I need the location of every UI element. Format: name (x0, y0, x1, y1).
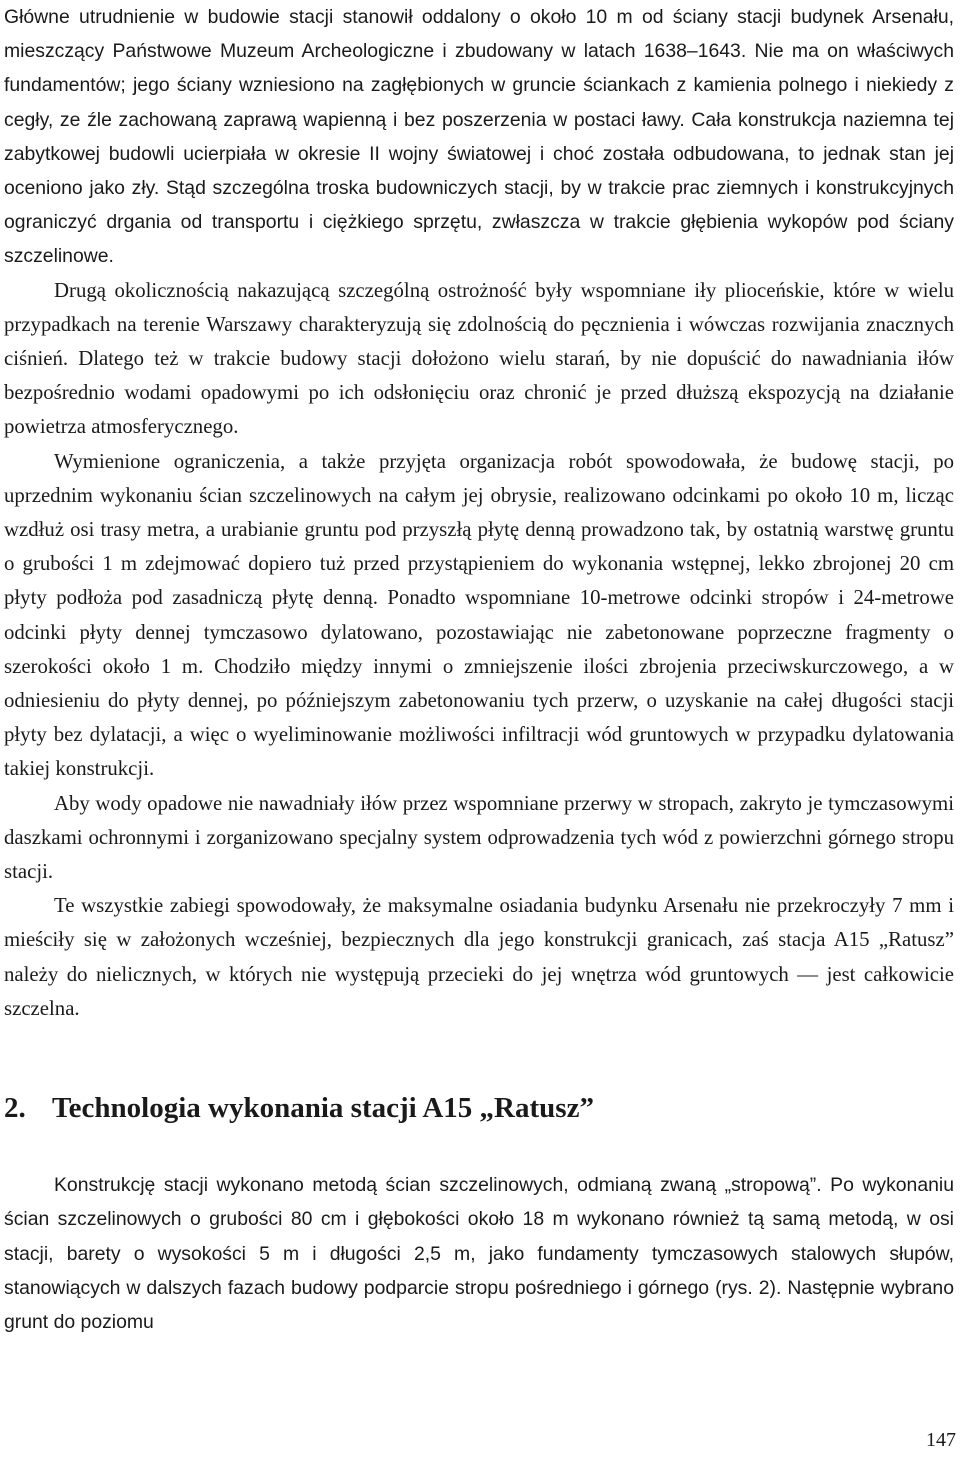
body-text-after-heading (4, 1168, 954, 1339)
section-title: Technologia wykonania stacji A15 „Ratusz” (52, 1092, 594, 1125)
paragraph-station-construction: Konstrukcję stacji wykonano metodą ścian szczelinowych, odmianą zwaną „stropową”. Po wykonaniu ścian szczelinowych o grubości 80 cm i głębokości około 18 m wykonano również tą samą metodą, w osi stacji, barety o wysokości 5 m i długości 2,5 m, jako fundamenty tymczasowych stalowych słupów, stanowiących w dalszych fazach budowy podparcie stropu pośredniego i górnego (rys. 2). Następnie wybrano grunt do poziomu (4, 1174, 954, 1333)
paragraph-arsenal-building: Główne utrudnienie w budowie stacji stanowił oddalony o około 10 m od ściany stacji budynek Arsenału, mieszczący Państwowe Muzeum Archeologiczne i zbudowany w latach 1638–1643. Nie ma on właściwych fundamentów; jego ściany wzniesiono na zagłębionych w gruncie ściankach z kamienia polnego i niekiedy z cegły, ze źle zachowaną zaprawą wapienną i bez poszerzenia w postaci ławy. Cała konstrukcja naziemna tej zabytkowej budowli ucierpiała w okresie II wojny światowej i choć została odbudowana, to jednak stan jej oceniono jako zły. Stąd szczególna troska budowniczych stacji, by w trakcie prac ziemnych i konstrukcyjnych ograniczyć drgania od transportu i ciężkiego sprzętu, zwłaszcza w trakcie głębienia wykopów pod ściany szczelinowe. (4, 6, 954, 268)
section-number: 2. (4, 1092, 26, 1125)
paragraph-construction-restrictions: Wymienione ograniczenia, a także przyjęta organizacja robót spowodowała, że budowę stacji, po uprzednim wykonaniu ścian szczelinowych na całym jej obrysie, realizowano odcinkami po około 10 m, licząc wzdłuż osi trasy metra, a urabianie gruntu pod przyszłą płytę denną prowadzono tak, by ostatnią warstwę gruntu o grubości 1 m zdejmować dopiero tuż przed przystąpieniem do wykonania wstępnej, lekko zbrojonej 20 cm płyty podłoża pod zasadniczą płytę denną. Ponadto wspomniane 10-metrowe odcinki stropów i 24-metrowe odcinki płyty dennej tymczasowo dylatowano, pozostawiając nie zabetonowane poprzeczne fragmenty o szerokości około 1 m. Chodziło między innymi o zmniejszenie ilości zbrojenia przeciwskurczowego, a w odniesieniu do płyty dennej, po późniejszym zabetonowaniu tych przerw, o uzyskanie na całej długości stacji płyty bez dylatacji, a więc o wyeliminowanie możliwości infiltracji wód gruntowych w przypadku dylatowania takiej konstrukcji. (4, 449, 954, 781)
paragraph-settlement-results: Te wszystkie zabiegi spowodowały, że maksymalne osiadania budynku Arsenału nie przekroczyły 7 mm i mieściły się w założonych wcześniej, bezpiecznych dla jego konstrukcji granicach, zaś stacja A15 „Ratusz” należy do nielicznych, w których nie występują przecieki do jej wnętrza wód gruntowych — jest całkowicie szczelna. (4, 894, 954, 1020)
section-heading (4, 1088, 954, 1128)
document-page (4, 0, 954, 1339)
paragraph-pliocene-clays: Drugą okolicznością nakazującą szczególną ostrożność były wspomniane iły plioceńskie, które w wielu przypadkach na terenie Warszawy charakteryzują się zdolnością do pęcznienia i wówczas rozwijania znacznych ciśnień. Dlatego też w trakcie budowy stacji dołożono wielu starań, by nie dopuścić do nawadniania iłów bezpośrednio wodami opadowymi po ich odsłonięciu oraz chronić je przed dłuższą ekspozycją na działanie powietrza atmosferycznego. (4, 278, 954, 439)
page-number: 147 (926, 1429, 956, 1451)
body-text (4, 0, 954, 1026)
paragraph-rainwater-protection: Aby wody opadowe nie nawadniały iłów przez wspomniane przerwy w stropach, zakryto je tymczasowymi daszkami ochronnymi i zorganizowano specjalny system odprowadzenia tych wód z powierzchni górnego stropu stacji. (4, 791, 954, 884)
